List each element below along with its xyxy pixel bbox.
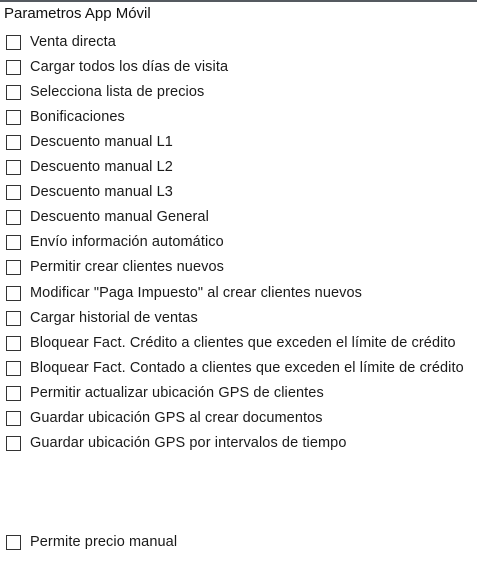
option-label: Bloquear Fact. Contado a clientes que exceden el límite de crédito xyxy=(30,360,464,376)
option-label: Envío información automático xyxy=(30,234,224,250)
option-label: Descuento manual L2 xyxy=(30,159,173,175)
option-cargar-historial-ventas[interactable] xyxy=(6,308,198,328)
option-label: Bloquear Fact. Crédito a clientes que exceden el límite de crédito xyxy=(30,335,456,351)
option-descuento-manual-l2[interactable] xyxy=(6,157,173,177)
checkbox[interactable] xyxy=(6,336,21,351)
option-guardar-gps-por-intervalos[interactable] xyxy=(6,433,347,453)
checkbox[interactable] xyxy=(6,286,21,301)
option-permite-precio-manual[interactable] xyxy=(6,532,177,552)
option-label: Descuento manual L3 xyxy=(30,184,173,200)
option-descuento-manual-l3[interactable] xyxy=(6,182,173,202)
option-descuento-manual-general[interactable] xyxy=(6,207,209,227)
section-title: Parametros App Móvil xyxy=(4,5,151,22)
option-descuento-manual-l1[interactable] xyxy=(6,132,173,152)
checkbox[interactable] xyxy=(6,185,21,200)
option-label: Cargar todos los días de visita xyxy=(30,59,229,75)
option-label: Cargar historial de ventas xyxy=(30,310,198,326)
checkbox[interactable] xyxy=(6,386,21,401)
checkbox[interactable] xyxy=(6,35,21,50)
checkbox[interactable] xyxy=(6,260,21,275)
checkbox[interactable] xyxy=(6,85,21,100)
option-label: Selecciona lista de precios xyxy=(30,84,205,100)
top-border xyxy=(0,0,477,2)
option-label: Permite precio manual xyxy=(30,534,178,550)
checkbox[interactable] xyxy=(6,311,21,326)
checkbox[interactable] xyxy=(6,210,21,225)
checkbox[interactable] xyxy=(6,436,21,451)
option-label: Venta directa xyxy=(30,34,116,50)
option-label: Guardar ubicación GPS por intervalos de tiempo xyxy=(30,435,347,451)
option-modificar-paga-impuesto[interactable] xyxy=(6,283,362,303)
checkbox[interactable] xyxy=(6,160,21,175)
option-cargar-todos-dias-visita[interactable] xyxy=(6,57,228,77)
option-permitir-actualizar-ubicacion-gps[interactable] xyxy=(6,383,324,403)
option-permitir-crear-clientes-nuevos[interactable] xyxy=(6,257,224,277)
option-label: Permitir actualizar ubicación GPS de clientes xyxy=(30,385,324,401)
option-label: Guardar ubicación GPS al crear documentos xyxy=(30,410,323,426)
option-venta-directa[interactable] xyxy=(6,32,116,52)
option-label: Descuento manual L1 xyxy=(30,134,173,150)
checkbox[interactable] xyxy=(6,361,21,376)
option-label: Modificar "Paga Impuesto" al crear clientes nuevos xyxy=(30,285,363,301)
checkbox[interactable] xyxy=(6,135,21,150)
option-label: Bonificaciones xyxy=(30,109,125,125)
option-envio-informacion-automatico[interactable] xyxy=(6,232,224,252)
checkbox[interactable] xyxy=(6,411,21,426)
checkbox[interactable] xyxy=(6,110,21,125)
option-label: Descuento manual General xyxy=(30,209,209,225)
checkbox[interactable] xyxy=(6,235,21,250)
option-label: Permitir crear clientes nuevos xyxy=(30,259,224,275)
option-bonificaciones[interactable] xyxy=(6,107,125,127)
option-bloquear-fact-credito[interactable] xyxy=(6,333,456,353)
option-bloquear-fact-contado[interactable] xyxy=(6,358,464,378)
checkbox[interactable] xyxy=(6,535,21,550)
option-selecciona-lista-precios[interactable] xyxy=(6,82,204,102)
option-guardar-gps-al-crear-documentos[interactable] xyxy=(6,408,323,428)
checkbox[interactable] xyxy=(6,60,21,75)
